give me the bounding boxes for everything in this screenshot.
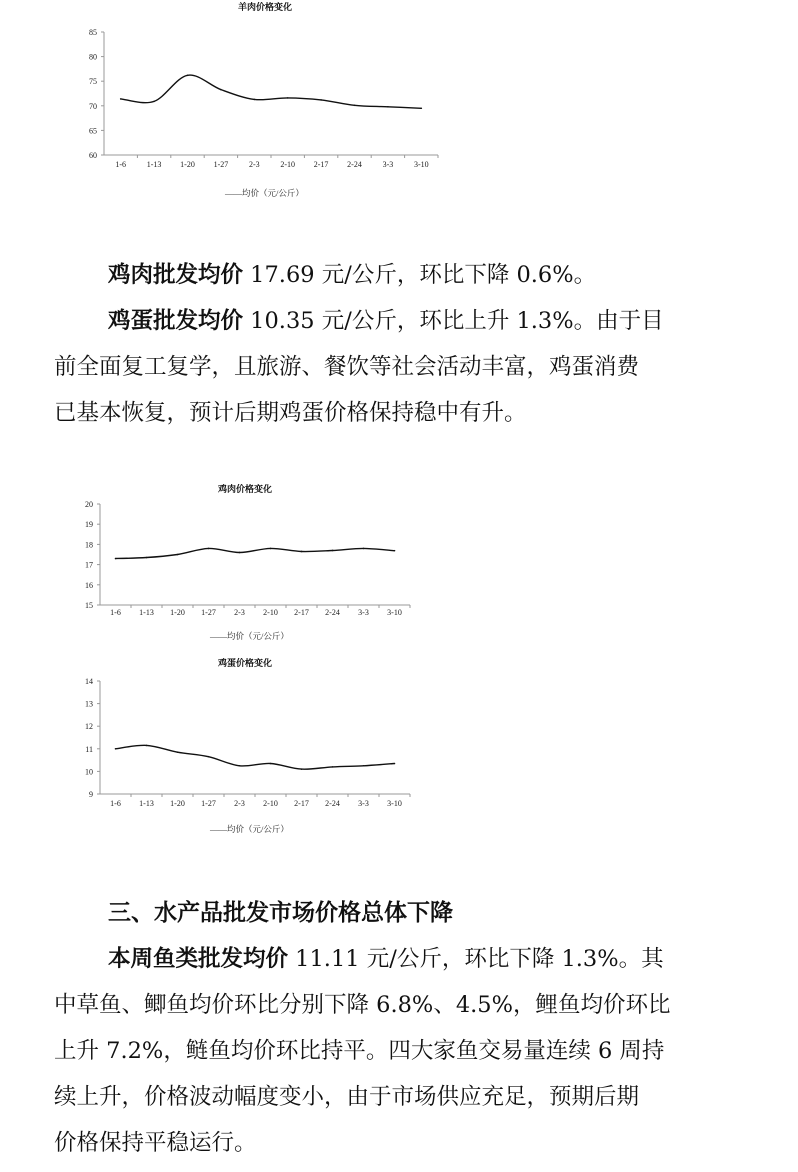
data-point: [120, 98, 122, 100]
chicken-text: 17.69 元/公斤，环比下降 0.6%。: [243, 262, 597, 288]
data-point: [332, 766, 334, 768]
data-point: [363, 765, 365, 767]
data-point: [332, 550, 334, 552]
x-tick-label: 1-20: [180, 160, 195, 169]
data-point: [177, 554, 179, 556]
x-tick-label: 1-13: [146, 160, 162, 169]
y-tick-label: 16: [85, 580, 93, 590]
egg-line-2: 前全面复工复学，且旅游、餐饮等社会活动丰富，鸡蛋消费: [54, 354, 640, 380]
data-point: [270, 548, 272, 550]
x-tick-label: 3-3: [382, 160, 394, 169]
x-tick-label: 2-17: [294, 799, 309, 808]
x-tick-label: 3-3: [358, 608, 369, 617]
fish-line-4: 续上升，价格波动幅度变小，由于市场供应充足，预期后期: [54, 1084, 640, 1110]
legend-label: ——均价（元/公斤）: [210, 631, 289, 641]
data-point: [115, 558, 117, 560]
data-point: [115, 748, 117, 750]
chart-chicken: [60, 475, 440, 650]
y-tick-label: 75: [89, 77, 97, 87]
paragraph-fish: [54, 936, 754, 1166]
chart-chicken-svg: [60, 475, 440, 650]
y-tick-label: 14: [85, 677, 93, 686]
x-tick-label: 1-27: [213, 160, 229, 169]
x-tick-label: 2-24: [325, 799, 340, 808]
data-point: [146, 557, 148, 559]
y-tick-label: 9: [89, 790, 93, 799]
fish-label: 本周鱼类批发均价: [108, 946, 289, 972]
y-tick-label: 18: [85, 540, 93, 550]
x-tick-label: 2-3: [234, 608, 245, 617]
y-tick-label: 13: [85, 699, 93, 709]
paragraph-egg: [54, 298, 754, 436]
y-tick-label: 15: [85, 601, 93, 610]
data-point: [220, 89, 222, 91]
series-line: [116, 548, 395, 558]
chart-mutton-svg: [60, 0, 460, 210]
y-tick-label: 10: [85, 767, 93, 777]
series-line: [116, 745, 395, 769]
fish-line-2: 中草鱼、鲫鱼均价环比分别下降 6.8%、4.5%，鲤鱼均价环比: [54, 992, 671, 1018]
y-tick-label: 60: [89, 151, 97, 160]
data-point: [177, 751, 179, 753]
data-point: [394, 763, 396, 765]
x-tick-label: 1-13: [139, 608, 154, 617]
fish-line-1: 11.11 元/公斤，环比下降 1.3%。其: [288, 946, 664, 972]
x-tick-label: 1-6: [110, 799, 121, 808]
x-tick-label: 3-3: [358, 799, 369, 808]
y-tick-label: 19: [85, 520, 93, 530]
y-tick-label: 85: [89, 28, 97, 37]
chart-egg-svg: [60, 652, 440, 842]
legend-label: ——均价（元/公斤）: [225, 188, 304, 198]
x-tick-label: 2-3: [234, 799, 245, 808]
data-point: [146, 745, 148, 747]
legend-label: ——均价（元/公斤）: [210, 824, 289, 834]
x-tick-label: 3-10: [387, 608, 402, 617]
x-tick-label: 1-27: [201, 608, 216, 617]
x-tick-label: 1-13: [139, 799, 154, 808]
x-tick-label: 1-6: [110, 608, 121, 617]
x-tick-label: 2-17: [313, 160, 329, 169]
x-tick-label: 3-10: [413, 160, 429, 169]
data-point: [387, 106, 389, 108]
y-tick-label: 20: [85, 500, 93, 509]
data-point: [153, 101, 155, 103]
x-tick-label: 2-24: [325, 608, 340, 617]
chart-title: 鸡蛋价格变化: [217, 659, 273, 669]
x-tick-label: 3-10: [387, 799, 402, 808]
x-tick-label: 2-17: [294, 608, 309, 617]
data-point: [354, 105, 356, 107]
egg-line-1: 10.35 元/公斤，环比上升 1.3%。由于目: [243, 308, 664, 334]
section-heading: 三、水产品批发市场价格总体下降: [108, 900, 453, 926]
chicken-label: 鸡肉批发均价: [108, 262, 244, 288]
chart-egg: [60, 652, 440, 842]
chart-mutton: [60, 0, 460, 210]
fish-line-5: 价格保持平稳运行。: [54, 1130, 257, 1156]
chart-title: 鸡肉价格变化: [217, 485, 273, 495]
x-tick-label: 2-10: [280, 160, 296, 169]
y-tick-label: 80: [89, 52, 97, 62]
data-point: [270, 763, 272, 765]
data-point: [301, 768, 303, 770]
egg-line-3: 已基本恢复，预计后期鸡蛋价格保持稳中有升。: [54, 400, 527, 426]
data-point: [363, 548, 365, 550]
y-tick-label: 12: [85, 722, 93, 732]
chart-title: 羊肉价格变化: [237, 3, 293, 13]
x-tick-label: 1-27: [201, 799, 216, 808]
x-tick-label: 1-20: [170, 799, 185, 808]
x-tick-label: 2-10: [263, 799, 278, 808]
paragraph-chicken: [54, 252, 754, 298]
data-point: [287, 97, 289, 99]
data-point: [239, 765, 241, 767]
data-point: [421, 107, 423, 109]
y-tick-label: 70: [89, 101, 97, 111]
fish-line-3: 上升 7.2%，鲢鱼均价环比持平。四大家鱼交易量连续 6 周持: [54, 1038, 665, 1064]
series-line: [121, 75, 422, 108]
y-tick-label: 11: [85, 744, 93, 754]
data-point: [394, 550, 396, 552]
y-tick-label: 65: [89, 126, 97, 136]
y-tick-label: 17: [85, 560, 93, 570]
data-point: [239, 552, 241, 554]
data-point: [254, 99, 256, 101]
data-point: [208, 548, 210, 550]
x-tick-label: 2-10: [263, 608, 278, 617]
x-tick-label: 1-6: [115, 160, 127, 169]
data-point: [208, 756, 210, 758]
x-tick-label: 2-24: [347, 160, 362, 169]
x-tick-label: 2-3: [248, 160, 260, 169]
egg-label: 鸡蛋批发均价: [108, 308, 244, 334]
data-point: [187, 74, 189, 76]
data-point: [301, 551, 303, 553]
x-tick-label: 1-20: [170, 608, 185, 617]
data-point: [320, 99, 322, 101]
